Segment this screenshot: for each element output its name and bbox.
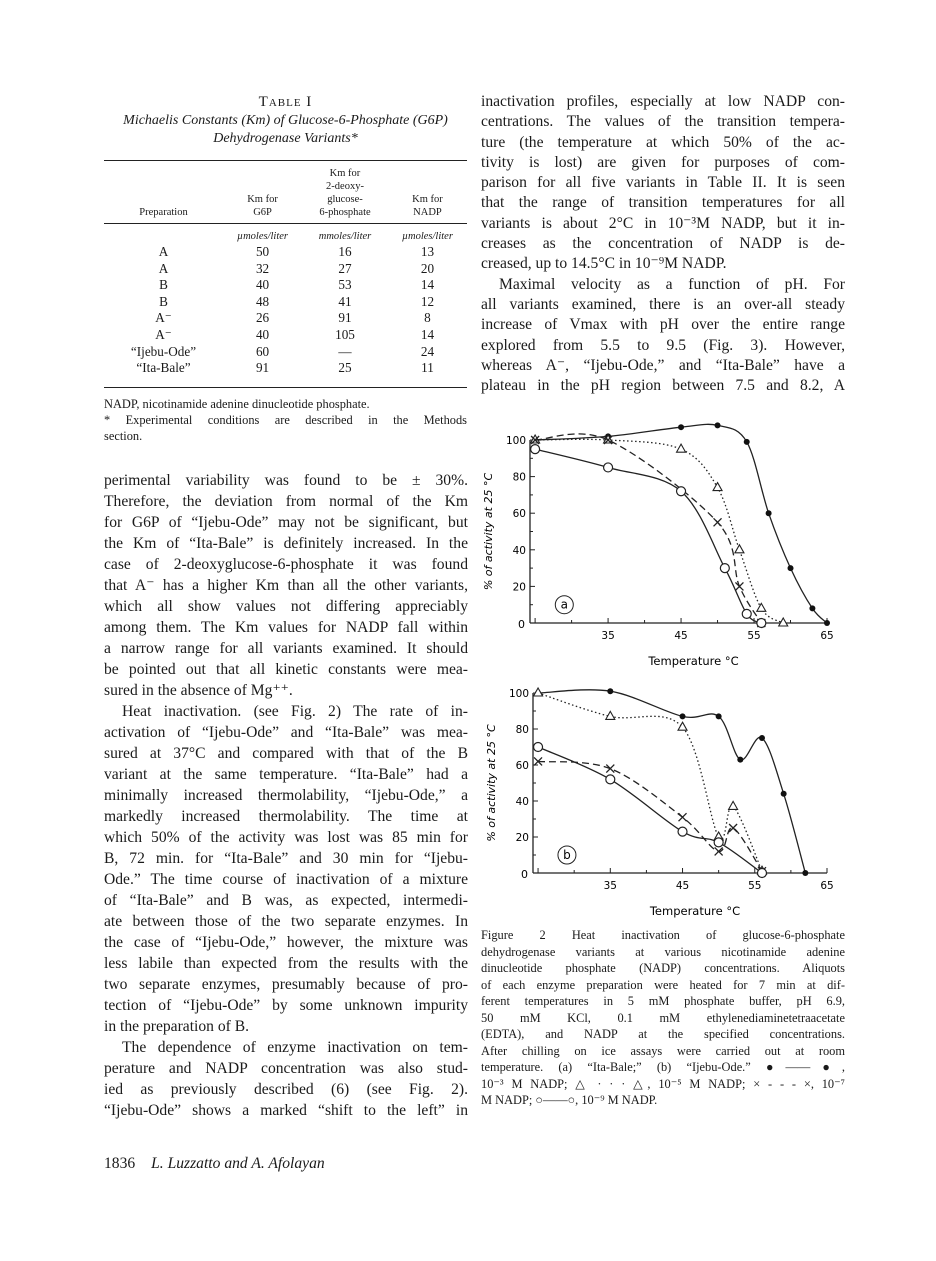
data-point-triangle xyxy=(677,444,686,452)
y-tick-label: 40 xyxy=(515,796,529,808)
y-tick-label: 40 xyxy=(512,544,526,557)
x-axis-label: Temperature °C xyxy=(648,654,739,668)
table-cell: “Ita-Bale” xyxy=(136,360,191,376)
table-header-line: NADP xyxy=(413,207,442,218)
text-line: case of 2-deoxyglucose-6-phosphate it was found xyxy=(104,556,468,573)
table-header xyxy=(223,161,302,224)
x-tick-label: 35 xyxy=(603,880,617,892)
unit-cell xyxy=(104,224,223,245)
data-point-filled-circle xyxy=(781,791,787,797)
figure-2b xyxy=(480,675,850,925)
table-row xyxy=(104,277,467,294)
table-row xyxy=(104,244,467,261)
table-row xyxy=(104,294,467,311)
text-line: less labile than expected from the results with the xyxy=(104,955,468,972)
table-bottom-rule xyxy=(104,387,467,388)
data-point-filled-circle xyxy=(824,620,830,626)
y-tick-label: 20 xyxy=(512,581,526,594)
y-axis-label: % of activity at 25 °C xyxy=(482,472,495,591)
right-column-text xyxy=(481,92,845,396)
data-point-triangle xyxy=(678,722,687,730)
table-header-line: 2-deoxy- xyxy=(326,181,364,192)
table-cell: 53 xyxy=(338,277,352,293)
text-line: two separate enzymes, presumably because of pro- xyxy=(104,976,468,993)
figure-caption xyxy=(481,927,845,1109)
text-line: which 50% of the activity was lost was 85 min for xyxy=(104,829,468,846)
y-tick-label: 20 xyxy=(515,832,529,844)
table-header-row xyxy=(104,161,467,224)
table-header-line: Km for xyxy=(412,194,443,205)
table-cell: 27 xyxy=(338,260,352,276)
origin-label: 0 xyxy=(518,618,525,631)
data-point-triangle xyxy=(729,801,738,809)
unit-cell: µmoles/liter xyxy=(237,231,289,242)
table-header xyxy=(104,161,223,224)
unit-cell: µmoles/liter xyxy=(401,231,453,242)
data-point-cross xyxy=(606,765,614,773)
y-tick-label: 60 xyxy=(515,760,529,772)
text-line: which all show values not differing appreciably xyxy=(104,598,468,615)
text-line: a narrow range for all variants examined. It should xyxy=(104,640,468,657)
x-tick-label: 55 xyxy=(747,630,761,642)
paragraph xyxy=(104,470,468,701)
series-line xyxy=(538,690,805,873)
text-line: centrations. The values of the transition tempera- xyxy=(481,113,845,131)
table-cell: 25 xyxy=(338,360,352,376)
data-point-open-circle xyxy=(606,775,615,784)
table-title xyxy=(104,92,467,148)
series-line xyxy=(535,424,827,623)
text-line: increase of Vmax with pH over the entire range xyxy=(481,316,845,334)
text-line: of “Ita-Bale” and B was, as expected, intermedi- xyxy=(104,892,468,909)
data-point-cross xyxy=(714,518,722,526)
table-header xyxy=(388,161,467,224)
caption-line: dinucleotide phosphate (NADP) concentrations. Aliquots xyxy=(481,961,845,975)
text-line: “Ijebu-Ode” shows a marked “shift to the left” in xyxy=(104,1102,468,1119)
table-label: Table I xyxy=(258,94,313,110)
table-cell: 48 xyxy=(255,293,270,309)
table-header-line: glucose- xyxy=(327,194,363,205)
text-line: plateau in the pH region between 7.5 and 8.2, A xyxy=(481,377,845,395)
data-point-filled-circle xyxy=(680,713,686,719)
table-cell: B xyxy=(159,277,168,293)
y-tick-label: 60 xyxy=(512,508,526,521)
table-cell: 16 xyxy=(338,244,352,259)
paragraph xyxy=(104,1037,468,1121)
data-point-open-circle xyxy=(742,609,751,618)
origin-label: 0 xyxy=(521,868,528,881)
text-line: in the preparation of B. xyxy=(104,1018,250,1035)
table-cell: A⁻ xyxy=(155,310,172,326)
y-tick-label: 80 xyxy=(512,471,526,484)
series-line xyxy=(535,434,761,623)
data-point-filled-circle xyxy=(766,510,772,516)
table-header-line: Preparation xyxy=(139,207,188,218)
caption-line: dehydrogenase variants at various nicotinamide adenine xyxy=(481,944,845,959)
table-cell: 24 xyxy=(420,343,435,359)
table-notes xyxy=(104,396,467,444)
table-cell: 41 xyxy=(338,293,352,309)
text-line: explored from 5.5 to 9.5 (Fig. 3). However, xyxy=(481,336,845,354)
paragraph xyxy=(104,701,468,1037)
caption-line: After chilling on ice assays were carried out at room xyxy=(481,1043,845,1058)
table-row xyxy=(104,344,467,361)
y-axis-label: % of activity at 25 °C xyxy=(485,724,498,842)
y-tick-label: 80 xyxy=(515,724,529,736)
text-line: the case of “Ijebu-Ode,” however, the mixture was xyxy=(104,934,468,951)
table-row xyxy=(104,310,467,327)
text-line: the Km of “Ita-Bale” is definitely increased. In the xyxy=(104,535,468,552)
text-line: The dependence of enzyme inactivation on tem- xyxy=(122,1039,468,1056)
text-line: Maximal velocity as a function of pH. For xyxy=(499,275,845,293)
caption-line: of each enzyme preparation were heated for 7 min at dif- xyxy=(481,977,845,992)
table-cell: 32 xyxy=(255,260,270,276)
table-container xyxy=(104,160,467,444)
series-line xyxy=(538,693,762,871)
table-cell: 14 xyxy=(420,326,435,342)
caption-line: (EDTA), and NADP at the specified concentrations. xyxy=(481,1027,845,1041)
table-cell: A xyxy=(158,260,169,276)
x-tick-label: 35 xyxy=(601,630,615,642)
data-point-filled-circle xyxy=(809,605,815,611)
data-point-triangle xyxy=(534,688,543,696)
text-line: that A⁻ has a higher Km than all the other variants, xyxy=(104,577,468,594)
table-cell: 13 xyxy=(420,244,435,259)
data-point-open-circle xyxy=(714,838,723,847)
text-line: inactivation profiles, especially at low NADP con- xyxy=(481,93,845,110)
text-line: tivity is lost) are given for purposes of com- xyxy=(481,153,845,171)
table-header-line: G6P xyxy=(253,207,272,218)
table-cell: 8 xyxy=(424,310,431,326)
caption-line: temperature. (a) “Ita-Bale;” (b) “Ijebu-Ode.” ●——●, xyxy=(481,1060,845,1074)
data-point-filled-circle xyxy=(744,439,750,445)
x-tick-label: 65 xyxy=(820,630,834,642)
left-column-text xyxy=(104,470,468,1121)
table-row xyxy=(104,327,467,344)
table-header-line: Km for xyxy=(247,194,278,205)
table-cell: “Ijebu-Ode” xyxy=(130,343,197,359)
caption-line: 10⁻³ M NADP; △ · · · △, 10⁻⁵ M NADP; × - - - ×, 10⁻⁷ xyxy=(481,1076,845,1091)
data-point-filled-circle xyxy=(737,757,743,763)
caption-line: M NADP; ○——○, 10⁻⁹ M NADP. xyxy=(481,1093,658,1107)
data-point-filled-circle xyxy=(759,735,765,741)
table-note: section. xyxy=(104,428,143,443)
text-line: perimental variability was found to be ± 30%. xyxy=(104,472,468,489)
data-point-triangle xyxy=(735,545,744,553)
table-cell: 12 xyxy=(420,293,435,309)
text-line: minimally increased thermolability, “Ijebu-Ode,” a xyxy=(104,787,468,804)
table-caption-2: Dehydrogenase Variants* xyxy=(213,131,358,146)
data-point-filled-circle xyxy=(716,713,722,719)
table-cell: 105 xyxy=(335,326,355,342)
table-cell: 91 xyxy=(255,360,270,376)
text-line: whereas A⁻, “Ijebu-Ode,” and “Ita-Bale” have a xyxy=(481,356,845,374)
data-point-triangle xyxy=(713,483,722,491)
data-point-filled-circle xyxy=(607,688,613,694)
panel-label: b xyxy=(563,848,571,862)
table-cell: 20 xyxy=(420,260,435,276)
table-cell: A xyxy=(158,244,169,259)
series-line xyxy=(535,439,783,623)
table-cell: A⁻ xyxy=(155,326,172,342)
text-line: perature and NADP concentration was also stud- xyxy=(104,1060,468,1077)
x-tick-label: 45 xyxy=(674,630,688,642)
text-line: markedly increased thermolability. The time at xyxy=(104,808,468,825)
text-line: tection of “Ijebu-Ode” by some unknown impurity xyxy=(104,997,468,1014)
caption-line: ferent temperatures in 5 mM phosphate buffer, pH 6.9, xyxy=(481,994,845,1008)
data-point-cross xyxy=(679,813,687,821)
units-row xyxy=(104,224,467,245)
km-table xyxy=(104,160,467,377)
text-line: sured in the absence of Mg⁺⁺. xyxy=(104,682,293,699)
text-line: that the range of transition temperatures for all xyxy=(481,194,845,212)
table-row xyxy=(104,261,467,278)
data-point-filled-circle xyxy=(715,422,721,428)
text-line: parison for all five variants in Table II. It is seen xyxy=(481,174,845,192)
data-point-cross xyxy=(735,582,743,590)
text-line: B, 72 min. for “Ita-Bale” and 30 min for “Ijebu- xyxy=(104,850,468,867)
data-point-open-circle xyxy=(757,619,766,628)
running-authors: L. Luzzatto and A. Afolayan xyxy=(151,1155,325,1172)
page-number: 1836 xyxy=(104,1155,136,1172)
text-line: for G6P of “Ijebu-Ode” may not be significant, but xyxy=(104,514,468,531)
text-line: ture (the temperature at which 50% of the ac- xyxy=(481,133,845,151)
table-cell: 60 xyxy=(255,343,270,359)
text-line: Heat inactivation. (see Fig. 2) The rate of in- xyxy=(122,703,468,720)
text-line: variant at the same temperature. “Ita-Bale” had a xyxy=(104,766,468,783)
text-line: activation of “Ijebu-Ode” and “Ita-Bale” was mea- xyxy=(104,724,468,741)
y-tick-label: 100 xyxy=(505,435,526,447)
x-axis-label: Temperature °C xyxy=(649,904,741,918)
unit-cell: mmoles/liter xyxy=(318,231,372,242)
table-header-line: 6-phosphate xyxy=(319,207,371,218)
x-tick-label: 55 xyxy=(748,880,762,892)
x-tick-label: 45 xyxy=(675,880,690,892)
data-point-filled-circle xyxy=(802,870,808,876)
table-caption-1: Michaelis Constants (Km) of Glucose-6-Phosphate (G6P) xyxy=(123,113,448,128)
series-line xyxy=(538,761,762,871)
data-point-open-circle xyxy=(678,827,687,836)
table-cell: 11 xyxy=(421,360,434,376)
data-point-filled-circle xyxy=(788,565,794,571)
table-header xyxy=(302,161,388,224)
page-footer xyxy=(104,1155,325,1173)
text-line: ied as previously described (6) (see Fig. 2). xyxy=(104,1081,468,1098)
data-point-filled-circle xyxy=(678,424,684,430)
text-line: all variants examined, there is an over-all steady xyxy=(481,295,845,313)
table-cell: — xyxy=(338,343,352,359)
text-line: sured at 37°C and compared with that of the B xyxy=(104,745,468,762)
text-line: variants is about 2°C in 10⁻³M NADP, but it in- xyxy=(481,214,845,232)
table-header-line: Km for xyxy=(329,168,361,179)
data-point-open-circle xyxy=(531,445,540,454)
panel-label: a xyxy=(560,597,568,612)
table-cell: 26 xyxy=(255,310,270,326)
table-row xyxy=(104,360,467,377)
paragraph xyxy=(481,92,845,275)
table-note: NADP, nicotinamide adenine dinucleotide phosphate. xyxy=(104,396,370,411)
y-tick-label: 100 xyxy=(508,688,529,700)
table-note: * Experimental conditions are described in the Methods xyxy=(104,412,467,427)
text-line: among them. The Km values for NADP fall within xyxy=(104,619,468,636)
text-line: ate between those of the two separate enzymes. In xyxy=(104,913,468,930)
table-cell: 40 xyxy=(255,277,270,293)
data-point-open-circle xyxy=(757,869,766,878)
caption-line: Figure 2 Heat inactivation of glucose-6-phosphate xyxy=(481,928,845,942)
caption-line: 50 mM KCl, 0.1 mM ethylenediaminetetraacetate xyxy=(481,1010,845,1025)
series-line xyxy=(538,747,762,873)
data-point-open-circle xyxy=(677,487,686,496)
data-point-open-circle xyxy=(534,743,543,752)
data-point-open-circle xyxy=(604,463,613,472)
data-point-open-circle xyxy=(720,564,729,573)
x-tick-label: 65 xyxy=(820,880,834,892)
table-cell: 14 xyxy=(420,277,435,293)
table-cell: B xyxy=(159,293,168,309)
table-cell: 50 xyxy=(255,244,270,259)
table-cell: 40 xyxy=(255,326,270,342)
text-line: Ode.” The time course of inactivation of a mixture xyxy=(104,871,468,888)
text-line: creased, up to 14.5°C in 10⁻⁹M NADP. xyxy=(481,255,727,273)
table-cell: 91 xyxy=(338,310,352,326)
text-line: Therefore, the deviation from normal of the Km xyxy=(104,493,468,510)
text-line: creases as the concentration of NADP is de- xyxy=(481,235,845,253)
data-point-triangle xyxy=(757,603,766,611)
paragraph xyxy=(481,275,845,397)
text-line: be pointed out that all kinetic constants were mea- xyxy=(104,661,468,678)
figure-2a xyxy=(480,415,850,675)
